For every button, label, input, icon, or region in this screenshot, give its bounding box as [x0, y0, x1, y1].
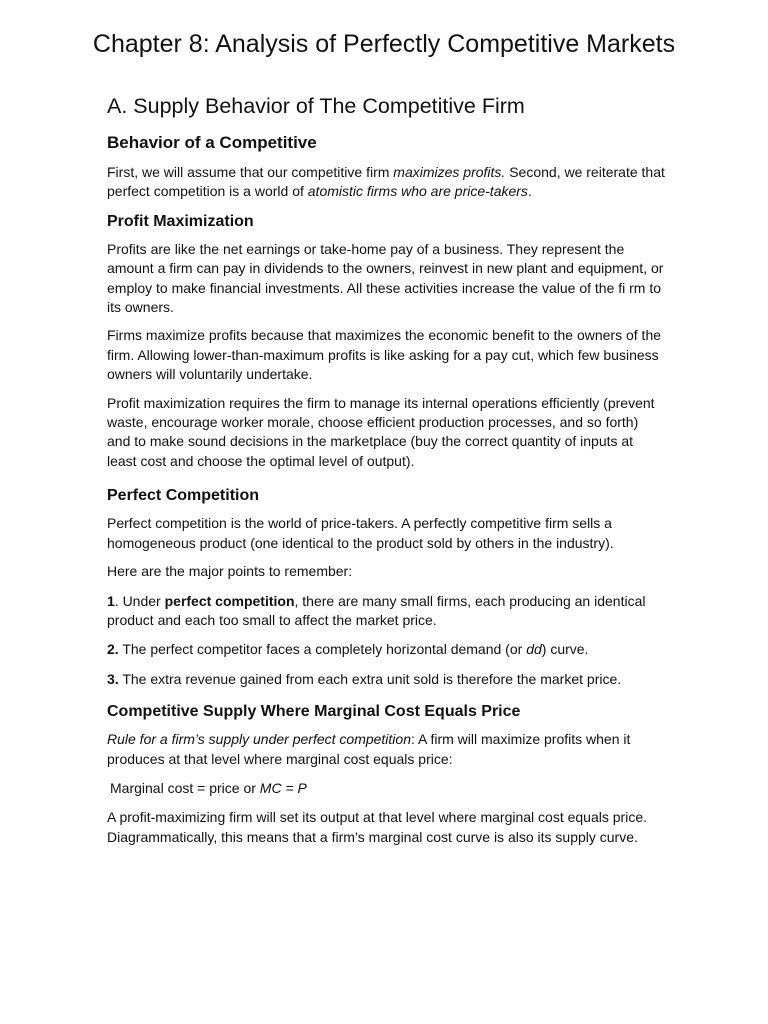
major-points-intro: Here are the major points to remember: — [107, 563, 353, 580]
profit-max-paragraph-1: Profits are like the net earnings or take-home pay of a business. They represent the amount a firm can pay in dividends to the owners, reinvest in new plant and equipment, or employ to make financial investments. All these activities increase the value of the fi rm to its owners. — [107, 240, 664, 316]
profit-max-paragraph-3: Profit maximization requires the firm to manage its internal operations efficiently (prevent waste, encourage worker morale, choose efficient production processes, and so forth) and to make sound decisions in the marketplace (buy the correct quantity of inputs at least cost and choose the optimal level of output). — [107, 394, 655, 469]
point-2-italic: dd — [526, 641, 542, 658]
intro-text-1: First, we will assume that our competitive firm — [107, 164, 394, 180]
point-1-text-b: , there are many small firms, each producing an identical product and each too small to affect the market price. — [107, 592, 646, 628]
point-3-text: The extra revenue gained from each extra unit sold is therefore the market price. — [118, 670, 622, 687]
point-1-bold: perfect competition — [164, 592, 295, 609]
mc-equation-formula: MC = P — [259, 779, 307, 796]
competitive-supply-heading: Competitive Supply Where Marginal Cost Equals Price — [107, 703, 521, 721]
point-2 — [107, 640, 665, 659]
perfect-competition-heading: Perfect Competition — [107, 487, 260, 505]
point-1-number: 1 — [107, 592, 115, 609]
supply-final-paragraph: A profit-maximizing firm will set its output at that level where marginal cost equals price. Diagrammatically, this means that a firm’s marginal cost curve is also its supply curve. — [107, 809, 647, 845]
intro-text-3: . — [527, 183, 532, 200]
behavior-heading: Behavior of a Competitive — [107, 133, 317, 152]
supply-rule-paragraph — [107, 730, 665, 769]
mc-equation-text: Marginal cost = price or — [110, 779, 260, 796]
point-2-text-a: The perfect competitor faces a completely horizontal demand (or — [118, 641, 527, 658]
supply-rule-italic: Rule for a firm’s supply under perfect competition — [107, 731, 411, 748]
document-body — [107, 91, 665, 856]
point-2-text-b: ) curve. — [541, 641, 589, 658]
intro-text-2: Second, we reiterate that perfect competition is a world of — [107, 164, 665, 200]
intro-emphasis-1: maximizes profits. — [393, 164, 506, 180]
intro-emphasis-2: atomistic firms who are price-takers — [307, 183, 528, 200]
point-2-number: 2. — [107, 641, 119, 658]
section-heading: A. Supply Behavior of The Competitive Firm — [107, 94, 525, 118]
chapter-title: Chapter 8: Analysis of Perfectly Competitive Markets — [92, 30, 676, 58]
point-1 — [107, 592, 665, 631]
perfect-competition-paragraph: Perfect competition is the world of price-takers. A perfectly competitive firm sells a homogeneous product (one identical to the product sold by others in the industry). — [107, 515, 614, 551]
mc-equation — [110, 779, 665, 798]
profit-max-heading: Profit Maximization — [107, 212, 254, 230]
profit-max-paragraph-2: Firms maximize profits because that maximizes the economic benefit to the owners of the firm. Allowing lower-than-maximum profits is like asking for a pay cut, which few business owners will voluntarily undertake. — [107, 327, 662, 383]
point-1-text-a: . Under — [114, 592, 165, 609]
supply-rule-text: : A firm will maximize profits when it produces at that level where marginal cost equals price: — [107, 731, 631, 767]
intro-paragraph — [107, 163, 665, 202]
point-3-number: 3. — [107, 670, 119, 687]
point-3 — [107, 670, 665, 689]
